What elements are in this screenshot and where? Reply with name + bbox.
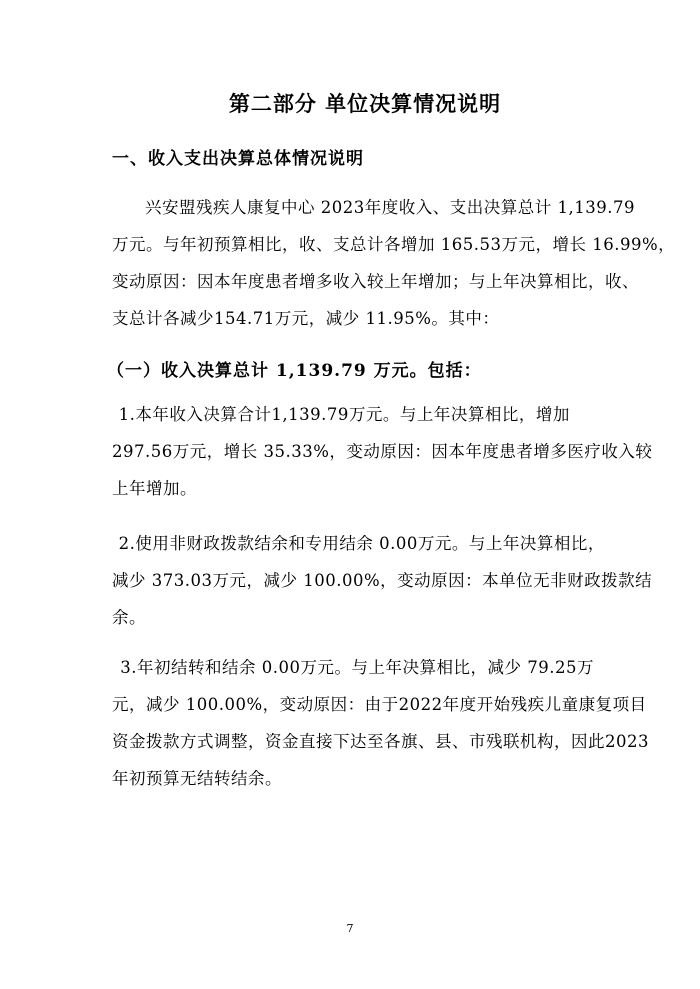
intro-line-3: 变动原因：因本年度患者增多收入较上年增加；与上年决算相比，收、 [112, 272, 639, 291]
item-1-line-2: 297.56万元，增长 35.33%，变动原因：因本年度患者增多医疗收入较 [112, 442, 653, 461]
item-3-paragraph [112, 649, 649, 797]
item-2-line-1: 2.使用非财政拨款结余和专用结余 0.00万元。与上年决算相比， [118, 534, 605, 553]
page-number: 7 [346, 922, 354, 935]
item-3-line-4: 年初预算无结转结余。 [112, 769, 282, 788]
item-1-line-3: 上年增加。 [112, 479, 197, 498]
intro-line-4: 支总计各减少154.71万元，减少 11.95%。其中： [112, 309, 500, 328]
item-3-line-3: 资金拨款方式调整，资金直接下达至各旗、县、市残联机构，因此2023 [112, 732, 649, 751]
section-title: 第二部分 单位决算情况说明 [228, 91, 502, 116]
intro-line-1: 兴安盟残疾人康复中心 2023年度收入、支出决算总计 1,139.79 [145, 198, 635, 217]
intro-paragraph [112, 189, 676, 337]
heading-income-total: （一）收入决算总计 1,139.79 万元。包括： [107, 361, 482, 381]
item-3-line-2: 元，减少 100.00%，变动原因：由于2022年度开始残疾儿童康复项目 [112, 695, 647, 714]
item-2-line-2: 减少 373.03万元，减少 100.00%，变动原因：本单位无非财政拨款结 [112, 571, 653, 590]
item-2-paragraph [112, 525, 653, 636]
item-1-line-1: 1.本年收入决算合计1,139.79万元。与上年决算相比，增加 [118, 405, 570, 424]
intro-line-2: 万元。与年初预算相比，收、支总计各增加 165.53万元，增长 16.99%， [112, 235, 676, 254]
item-1-paragraph [112, 396, 653, 507]
item-2-line-3: 余。 [112, 608, 146, 627]
item-3-line-1: 3.年初结转和结余 0.00万元。与上年决算相比，减少 79.25万 [120, 658, 594, 677]
heading-overall-explanation: 一、收入支出决算总体情况说明 [112, 149, 364, 169]
